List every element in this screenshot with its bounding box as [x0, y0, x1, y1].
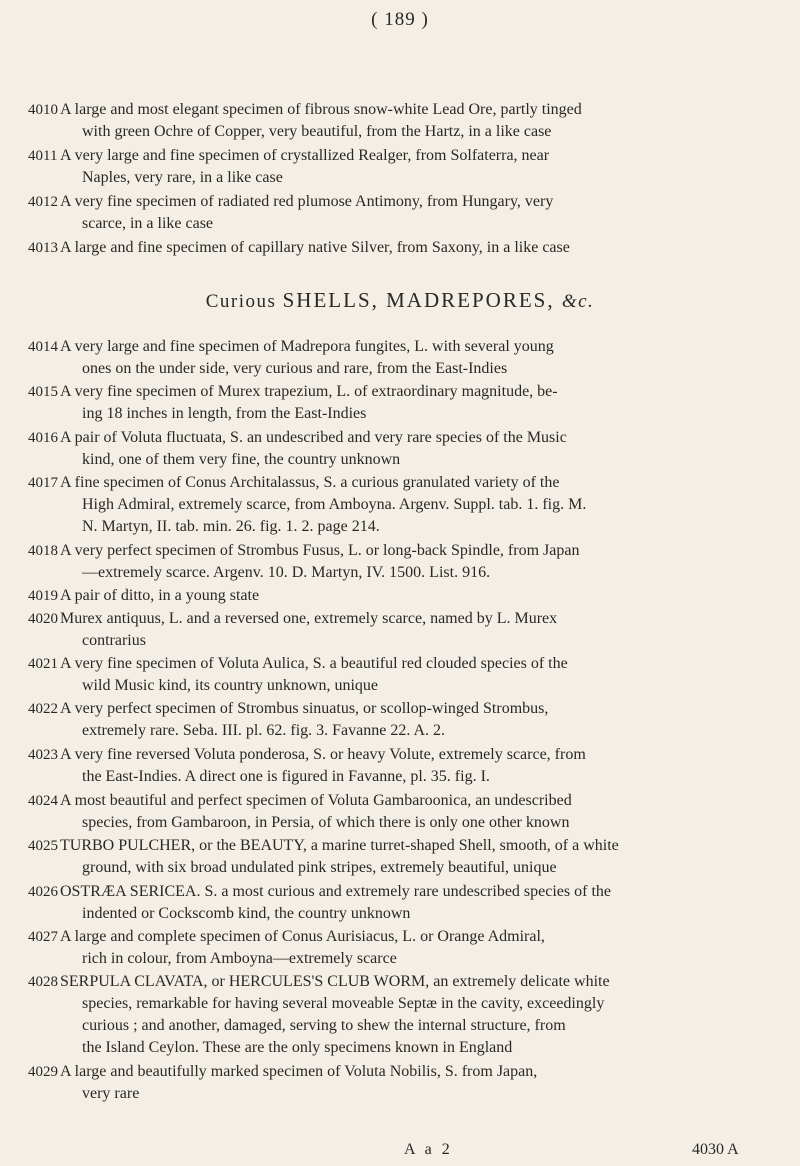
description-line: A very perfect specimen of Strombus sinuatus, or scollop-winged Strombus, — [60, 700, 549, 717]
lot-description — [60, 1061, 786, 1105]
description-line: A very fine specimen of radiated red plumose Antimony, from Hungary, very — [60, 193, 554, 210]
lot-number: 4013 — [28, 240, 58, 256]
description-line: Murex antiquus, L. and a reversed one, extremely scarce, named by L. Murex — [60, 610, 558, 627]
lot-description — [60, 145, 786, 189]
description-line: A very fine reversed Voluta ponderosa, S. or heavy Volute, extremely scarce, from — [60, 746, 586, 763]
lot-description — [60, 835, 786, 879]
lot-number: 4029 — [28, 1064, 58, 1080]
section-heading-pre: Curious — [205, 291, 283, 312]
description-line: Naples, very rare, in a like case — [82, 169, 283, 186]
lot-description — [60, 472, 786, 538]
lot-description — [60, 744, 786, 788]
description-line: ground, with six broad undulated pink stripes, extremely beautiful, unique — [82, 859, 557, 876]
lot-description — [60, 336, 786, 380]
lot-description — [60, 608, 786, 652]
description-line: ing 18 inches in length, from the East-Indies — [82, 405, 367, 422]
description-line: the Island Ceylon. These are the only specimens known in England — [82, 1039, 513, 1056]
description-line: scarce, in a like case — [82, 215, 214, 232]
lot-description — [60, 99, 786, 143]
lot-number: 4017 — [28, 475, 58, 491]
description-line: species, remarkable for having several moveable Septæ in the cavity, exceedingly — [82, 995, 605, 1012]
catchword: 4030 A — [692, 1141, 739, 1158]
description-line: A large and fine specimen of capillary native Silver, from Saxony, in a like case — [60, 239, 570, 256]
description-line: A very large and fine specimen of crystallized Realger, from Solfaterra, near — [60, 147, 550, 164]
description-line: A most beautiful and perfect specimen of Voluta Gambaroonica, an undescribed — [60, 792, 572, 809]
description-line: contrarius — [82, 632, 146, 649]
lot-number: 4015 — [28, 384, 58, 400]
description-line: the East-Indies. A direct one is figured in Favanne, pl. 35. fig. I. — [82, 768, 490, 785]
page-number: ( 189 ) — [371, 9, 429, 30]
description-line: very rare — [82, 1085, 140, 1102]
lot-number: 4019 — [28, 588, 58, 604]
lot-number: 4011 — [28, 148, 58, 164]
lot-description — [60, 540, 786, 584]
lot-number: 4026 — [28, 884, 58, 900]
lot-number: 4027 — [28, 929, 58, 945]
lot-description — [60, 653, 786, 697]
description-line: indented or Cockscomb kind, the country unknown — [82, 905, 411, 922]
lot-description — [60, 790, 786, 834]
description-line: A pair of ditto, in a young state — [60, 587, 260, 604]
description-line: TURBO PULCHER, or the BEAUTY, a marine turret-shaped Shell, smooth, of a white — [60, 837, 619, 854]
description-line: ones on the under side, very curious and rare, from the East-Indies — [82, 360, 508, 377]
lot-number: 4022 — [28, 701, 58, 717]
lot-number: 4010 — [28, 102, 58, 118]
description-line: A large and complete specimen of Conus Aurisiacus, L. or Orange Admiral, — [60, 928, 545, 945]
description-line: A large and beautifully marked specimen of Voluta Nobilis, S. from Japan, — [60, 1063, 538, 1080]
lot-description — [60, 585, 786, 607]
description-line: OSTRÆA SERICEA. S. a most curious and extremely rare undescribed species of the — [60, 883, 611, 900]
lot-description — [60, 971, 786, 1059]
lot-description — [60, 237, 786, 259]
description-line: A very fine specimen of Voluta Aulica, S. a beautiful red clouded species of the — [60, 655, 568, 672]
lot-number: 4023 — [28, 747, 58, 763]
description-line: N. Martyn, II. tab. min. 26. fig. 1. 2. page 214. — [82, 518, 380, 535]
description-line: High Admiral, extremely scarce, from Amboyna. Argenv. Suppl. tab. 1. fig. M. — [82, 496, 587, 513]
lot-description — [60, 698, 786, 742]
description-line: species, from Gambaroon, in Persia, of which there is only one other known — [82, 814, 570, 831]
lot-description — [60, 881, 786, 925]
description-line: rich in colour, from Amboyna—extremely scarce — [82, 950, 397, 967]
description-line: with green Ochre of Copper, very beautiful, from the Hartz, in a like case — [82, 123, 552, 140]
section-heading-post: &c. — [561, 291, 595, 312]
lot-number: 4018 — [28, 543, 58, 559]
description-line: extremely rare. Seba. III. pl. 62. fig. 3. Favanne 22. A. 2. — [82, 722, 446, 739]
description-line: A very fine specimen of Murex trapezium, L. of extraordinary magnitude, be- — [60, 383, 558, 400]
lot-description — [60, 427, 786, 471]
description-line: A very large and fine specimen of Madrepora fungites, L. with several young — [60, 338, 554, 355]
description-line: wild Music kind, its country unknown, unique — [82, 677, 378, 694]
lot-number: 4014 — [28, 339, 58, 355]
description-line: A large and most elegant specimen of fibrous snow-white Lead Ore, partly tinged — [60, 101, 582, 118]
signature-mark: A a 2 — [404, 1141, 453, 1158]
lot-number: 4020 — [28, 611, 58, 627]
lot-description — [60, 381, 786, 425]
description-line: A very perfect specimen of Strombus Fusus, L. or long-back Spindle, from Japan — [60, 542, 580, 559]
lot-description — [60, 191, 786, 235]
description-line: curious ; and another, damaged, serving to shew the internal structure, from — [82, 1017, 566, 1034]
lot-number: 4012 — [28, 194, 58, 210]
lot-number: 4021 — [28, 656, 58, 672]
section-heading-main: SHELLS, MADREPORES, — [282, 288, 562, 312]
description-line: A fine specimen of Conus Architalassus, S. a curious granulated variety of the — [60, 474, 560, 491]
lot-number: 4016 — [28, 430, 58, 446]
description-line: kind, one of them very fine, the country unknown — [82, 451, 401, 468]
lot-number: 4024 — [28, 793, 58, 809]
lot-number: 4025 — [28, 838, 58, 854]
description-line: SERPULA CLAVATA, or HERCULES'S CLUB WORM, an extremely delicate white — [60, 973, 610, 990]
description-line: A pair of Voluta fluctuata, S. an undescribed and very rare species of the Music — [60, 429, 567, 446]
lot-description — [60, 926, 786, 970]
lot-number: 4028 — [28, 974, 58, 990]
section-heading — [0, 288, 800, 313]
description-line: —extremely scarce. Argenv. 10. D. Martyn, IV. 1500. List. 916. — [82, 564, 491, 581]
